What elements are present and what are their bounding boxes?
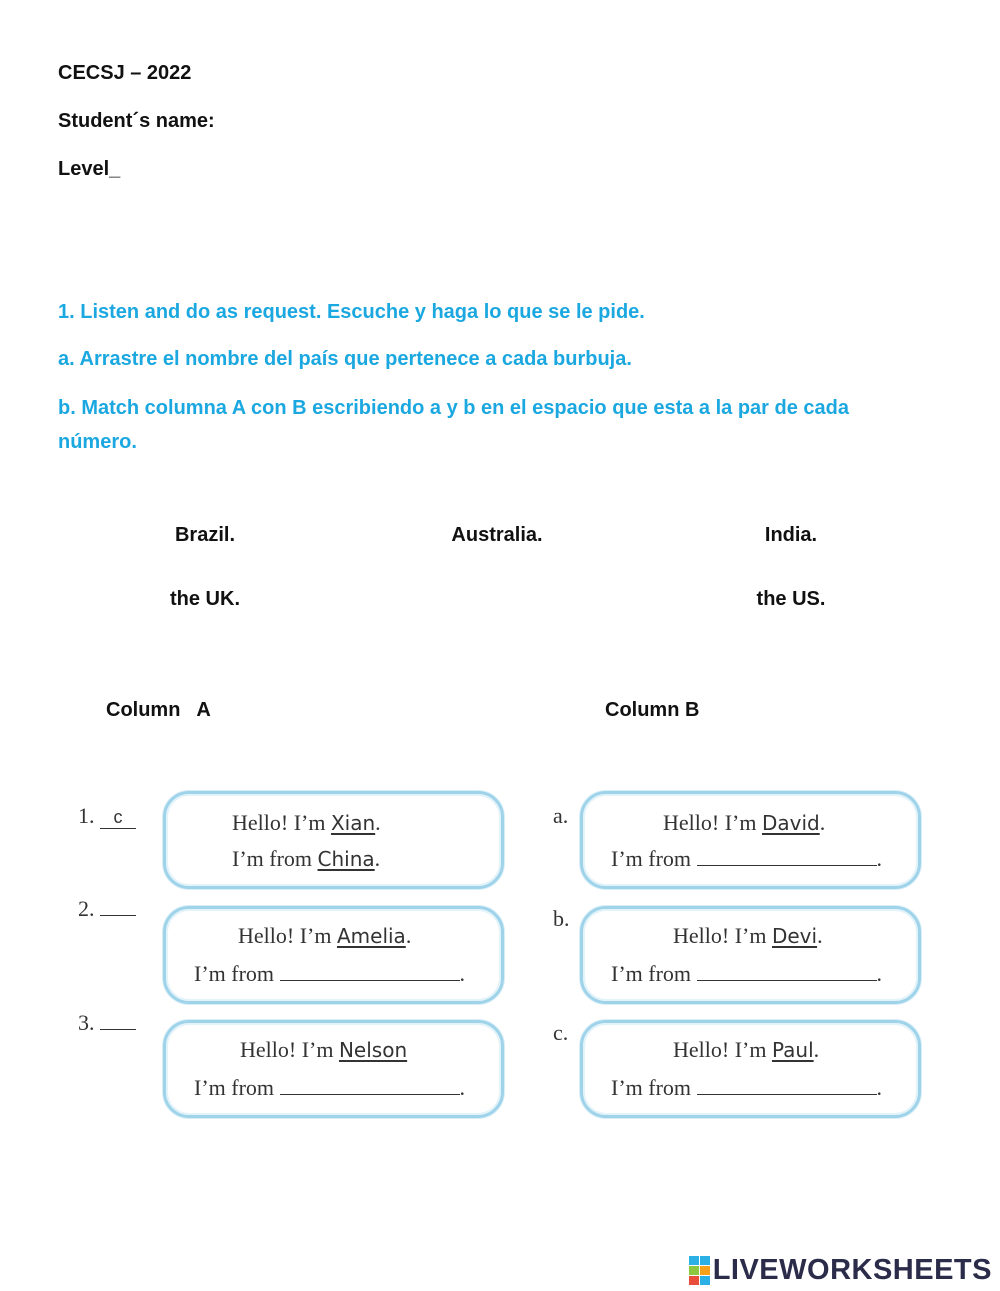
word-india[interactable]: India. <box>764 524 818 546</box>
column-b-heading: Column B <box>605 699 700 721</box>
row-c-marker: c. <box>553 1020 569 1045</box>
country-drop-zone[interactable] <box>697 963 877 981</box>
country-drop-zone[interactable] <box>280 963 460 981</box>
greeting-line <box>673 1037 819 1063</box>
punctuation: . <box>876 846 883 871</box>
word-the-us[interactable]: the US. <box>756 588 826 610</box>
speech-bubble-amelia <box>163 906 504 1004</box>
row-number: 1. <box>78 803 95 828</box>
speech-bubble-nelson <box>163 1020 504 1118</box>
country-drop-zone[interactable] <box>697 848 877 866</box>
person-name: Nelson <box>338 1038 408 1062</box>
greeting-text: Hello! I’m <box>238 923 332 948</box>
word-the-uk[interactable]: the UK. <box>170 588 240 610</box>
from-line <box>194 1075 465 1101</box>
greeting-line <box>663 810 825 836</box>
country-drop-zone[interactable] <box>280 1077 460 1095</box>
match-answer-field[interactable]: c <box>100 809 136 829</box>
school-year-label: CECSJ – 2022 <box>58 62 192 84</box>
from-line <box>611 1075 882 1101</box>
from-line <box>611 846 882 872</box>
row-1-marker <box>78 803 136 829</box>
greeting-text: Hello! I’m <box>240 1037 334 1062</box>
from-label: I’m from <box>611 1075 692 1100</box>
row-2-marker <box>78 896 136 922</box>
row-number: 3. <box>78 1010 95 1035</box>
match-answer-field[interactable] <box>100 1010 136 1030</box>
row-b-marker: b. <box>553 906 570 931</box>
level-label: Level_ <box>58 158 121 180</box>
instruction-1: 1. Listen and do as request. Escuche y haga lo que se le pide. <box>58 301 645 323</box>
word-australia[interactable]: Australia. <box>451 524 543 546</box>
speech-bubble-david <box>580 791 921 889</box>
instruction-a: a. Arrastre el nombre del país que pertenece a cada burbuja. <box>58 348 632 370</box>
from-label: I’m from <box>611 961 692 986</box>
row-3-marker <box>78 1010 136 1036</box>
student-name-label: Student´s name: <box>58 110 215 132</box>
person-name: David <box>761 811 820 835</box>
country-drop-zone[interactable] <box>697 1077 877 1095</box>
person-name: Xian <box>330 811 376 835</box>
greeting-line <box>673 923 823 949</box>
from-label: I’m from <box>611 846 692 871</box>
instruction-b: b. Match columna A con B escribiendo a y b en el espacio que esta a la par de cada número. <box>58 397 849 453</box>
person-name: Devi <box>771 924 818 948</box>
punctuation: . <box>459 1075 466 1100</box>
match-answer-field[interactable] <box>100 896 136 916</box>
greeting-text: Hello! I’m <box>673 1037 767 1062</box>
from-label: I’m from <box>194 961 275 986</box>
liveworksheets-logo[interactable] <box>689 1254 992 1287</box>
punctuation: . <box>876 961 883 986</box>
person-name: Amelia <box>336 924 406 948</box>
punctuation: . <box>817 923 823 948</box>
word-brazil[interactable]: Brazil. <box>174 524 236 546</box>
from-line <box>232 846 380 872</box>
country-value: China <box>317 847 375 871</box>
punctuation: . <box>459 961 466 986</box>
greeting-text: Hello! I’m <box>673 923 767 948</box>
speech-bubble-devi <box>580 906 921 1004</box>
punctuation: . <box>876 1075 883 1100</box>
greeting-text: Hello! I’m <box>232 810 326 835</box>
punctuation: . <box>374 846 381 871</box>
from-line <box>194 961 465 987</box>
row-number: 2. <box>78 896 95 921</box>
person-name: Paul <box>771 1038 814 1062</box>
from-label: I’m from <box>194 1075 275 1100</box>
greeting-line <box>232 810 381 836</box>
punctuation: . <box>405 923 412 948</box>
greeting-text: Hello! I’m <box>663 810 757 835</box>
logo-text: LIVEWORKSHEETS <box>712 1254 992 1286</box>
greeting-line <box>238 923 411 949</box>
from-line <box>611 961 882 987</box>
punctuation: . <box>375 810 381 835</box>
punctuation: . <box>819 810 826 835</box>
greeting-line <box>240 1037 407 1063</box>
speech-bubble-xian <box>163 791 504 889</box>
liveworksheets-logo-icon <box>689 1256 710 1285</box>
from-label: I’m from <box>232 846 313 871</box>
punctuation: . <box>813 1037 820 1062</box>
column-a-heading: Column A <box>106 699 211 721</box>
row-a-marker: a. <box>553 803 569 828</box>
speech-bubble-paul <box>580 1020 921 1118</box>
